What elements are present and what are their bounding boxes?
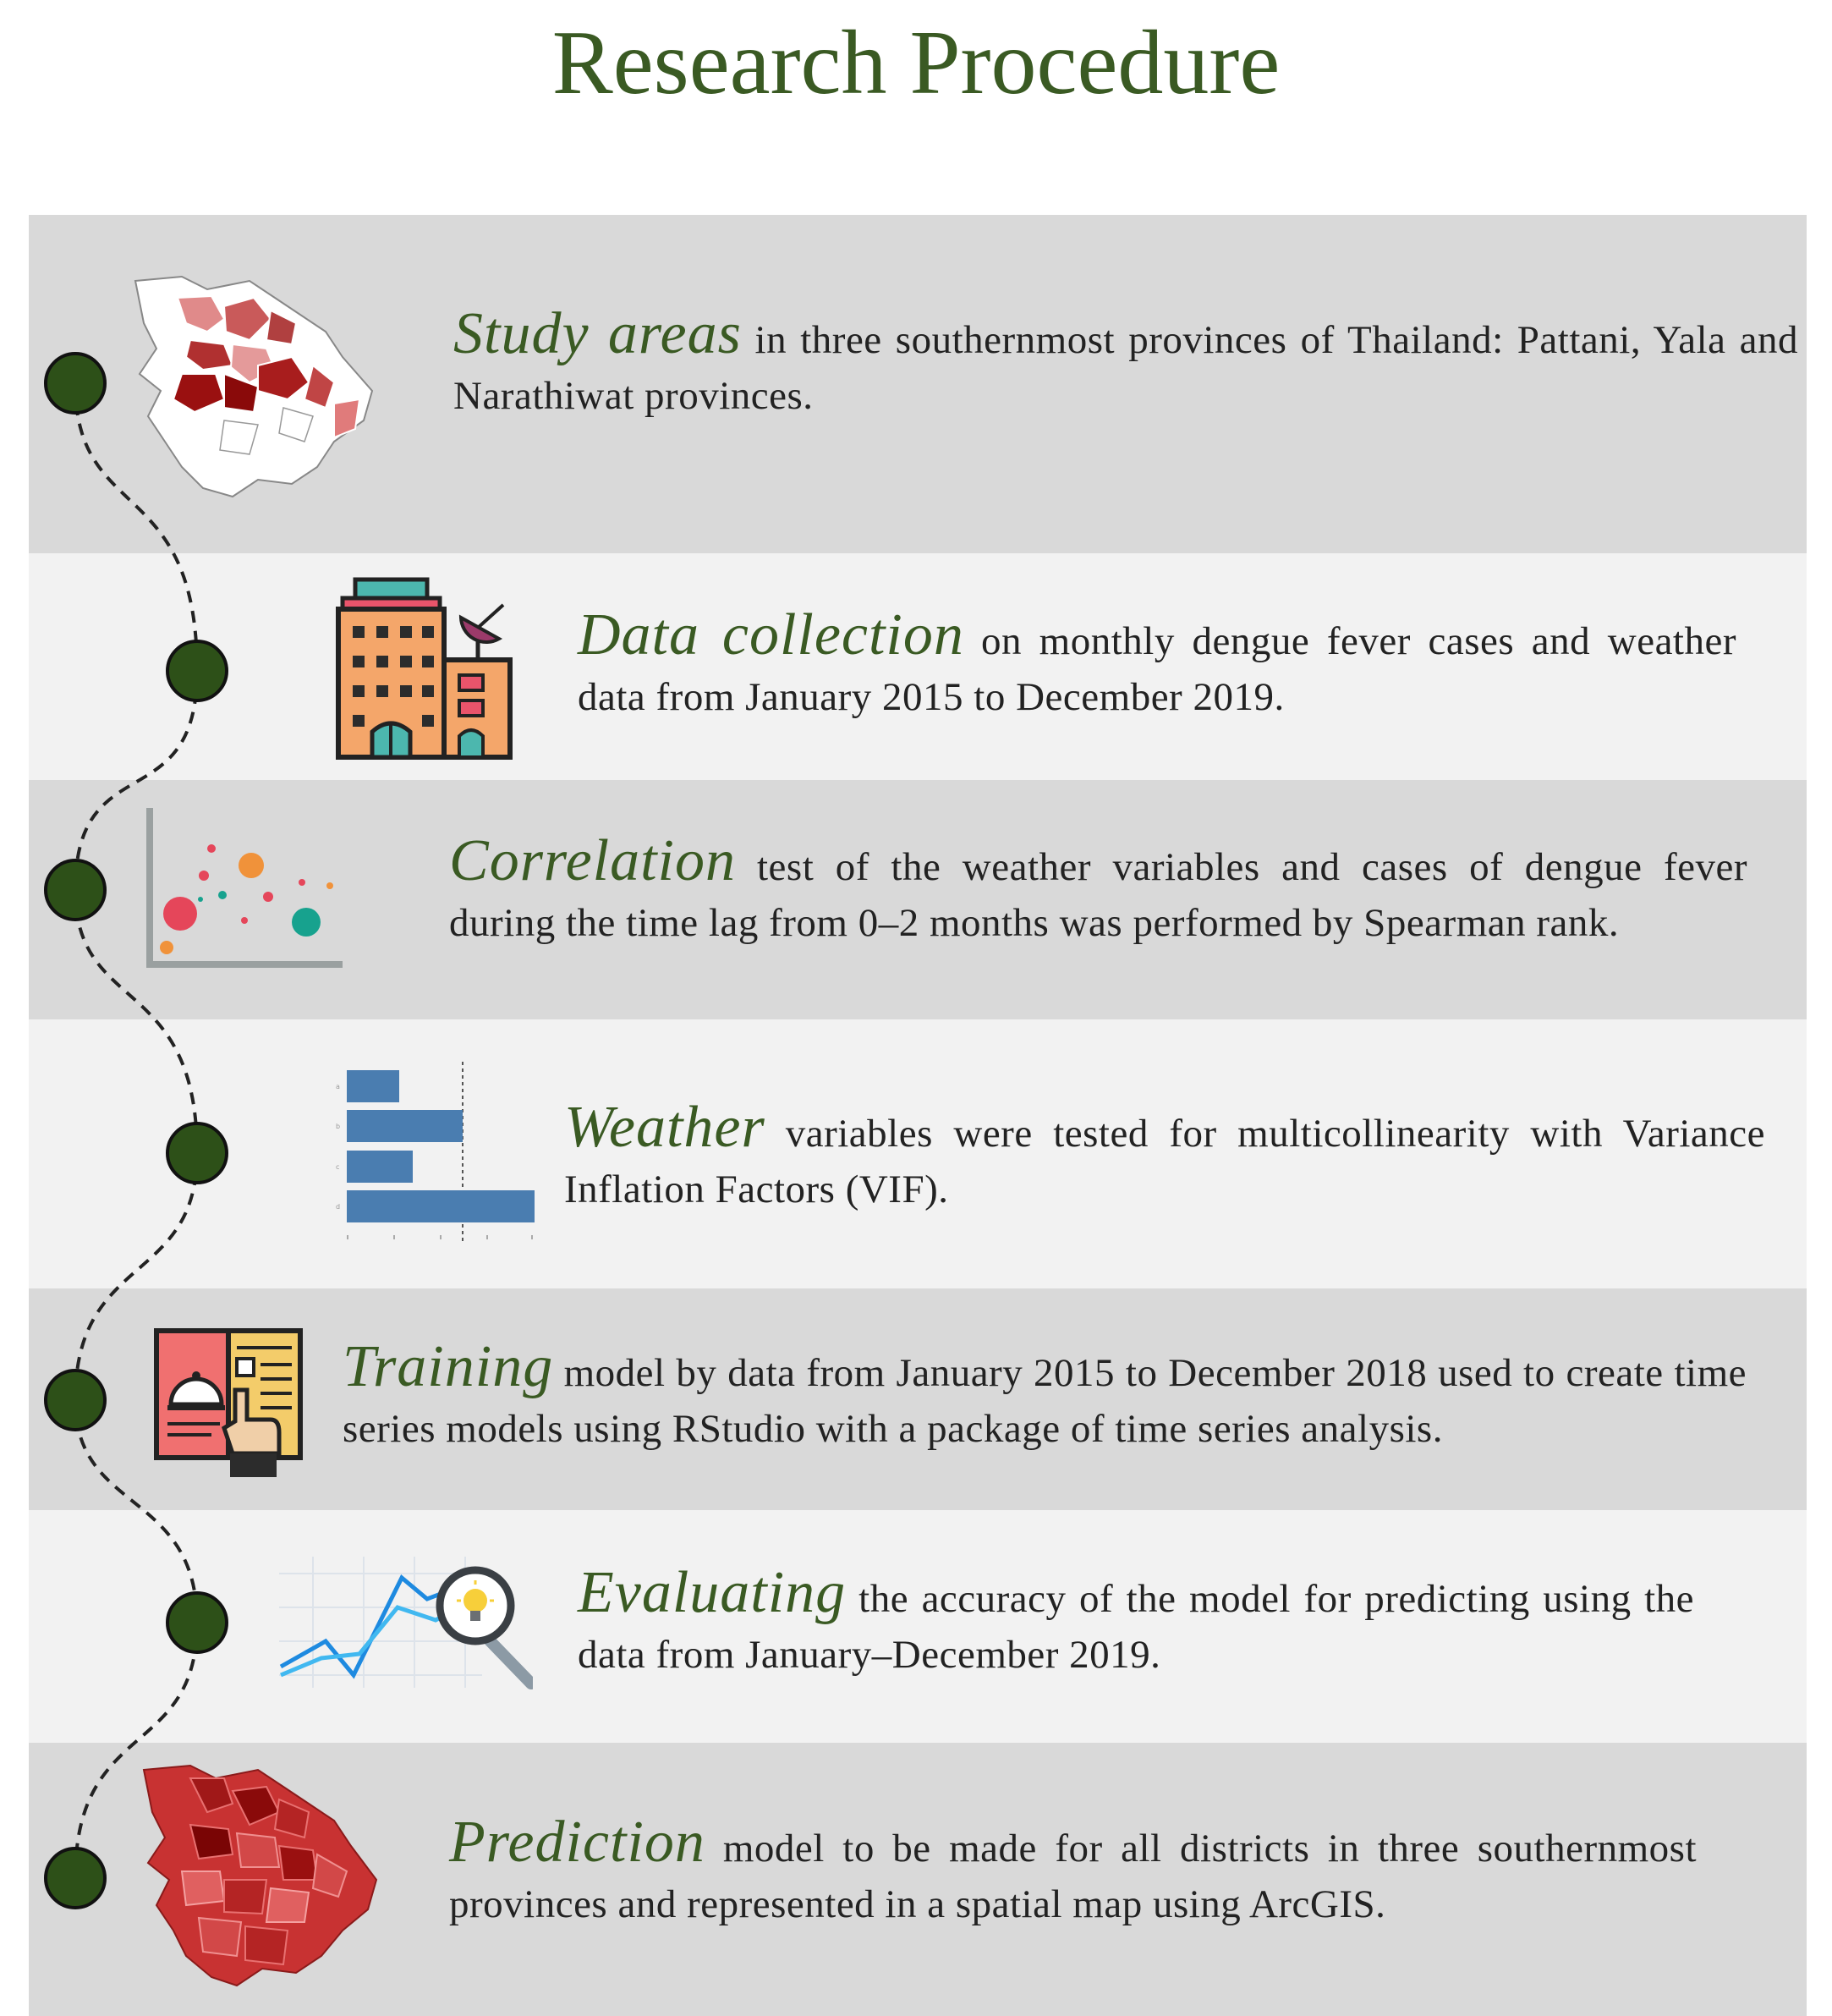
- step-description: model by data from January 2015 to December 2018 used to create time series models using RStudio with a package of time series analysis.: [343, 1351, 1747, 1451]
- building-icon: [334, 575, 516, 761]
- page-title: Research Procedure: [551, 13, 1281, 113]
- step-keyword: Data collection: [578, 602, 964, 667]
- choropleth-map-icon: [131, 272, 385, 509]
- step-text-evaluating: [578, 1560, 1695, 1683]
- timeline-node-6: [167, 1593, 227, 1652]
- step-text-weather: [564, 1095, 1765, 1217]
- prediction-map-icon: [140, 1761, 381, 1990]
- step-text-data-collection: [578, 602, 1736, 725]
- timeline-node-4: [167, 1123, 227, 1183]
- timeline-node-7: [46, 1848, 105, 1908]
- step-description: model to be made for all districts in three southernmost provinces and represented in a spatial map using ArcGIS.: [449, 1826, 1698, 1926]
- step-description: test of the weather variables and cases of dengue fever during the time lag from 0–2 months was performed by Spearman rank.: [449, 845, 1748, 945]
- step-keyword: Weather: [564, 1095, 765, 1160]
- step-text-study-areas: [453, 301, 1798, 424]
- step-keyword: Training: [343, 1334, 554, 1399]
- svg-text:b: b: [336, 1123, 341, 1130]
- timeline-node-2: [167, 641, 227, 700]
- step-keyword: Study areas: [453, 301, 742, 366]
- step-text-training: [343, 1334, 1747, 1457]
- scatter-plot-icon: [140, 808, 347, 973]
- step-description: in three southernmost provinces of Thailand: Pattani, Yala and Narathiwat provinces.: [453, 318, 1798, 418]
- step-description: variables were tested for multicollinearity with Variance Inflation Factors (VIF).: [564, 1112, 1765, 1211]
- svg-text:c: c: [336, 1163, 340, 1171]
- step-description: the accuracy of the model for predicting using the data from January–December 2019.: [578, 1577, 1695, 1677]
- svg-text:a: a: [336, 1083, 340, 1090]
- bar-chart-icon: [334, 1062, 541, 1252]
- step-keyword: Correlation: [449, 828, 736, 893]
- timeline-node-5: [46, 1371, 105, 1430]
- step-text-prediction: [449, 1810, 1698, 1932]
- step-text-correlation: [449, 828, 1748, 951]
- svg-text:d: d: [336, 1203, 341, 1211]
- timeline-node-3: [46, 860, 105, 920]
- training-book-icon: [152, 1327, 304, 1479]
- step-keyword: Evaluating: [578, 1560, 847, 1625]
- step-description: on monthly dengue fever cases and weather data from January 2015 to December 2019.: [578, 619, 1736, 719]
- timeline-node-1: [46, 354, 105, 413]
- line-chart-magnifier-icon: [279, 1557, 533, 1692]
- step-keyword: Prediction: [449, 1810, 705, 1875]
